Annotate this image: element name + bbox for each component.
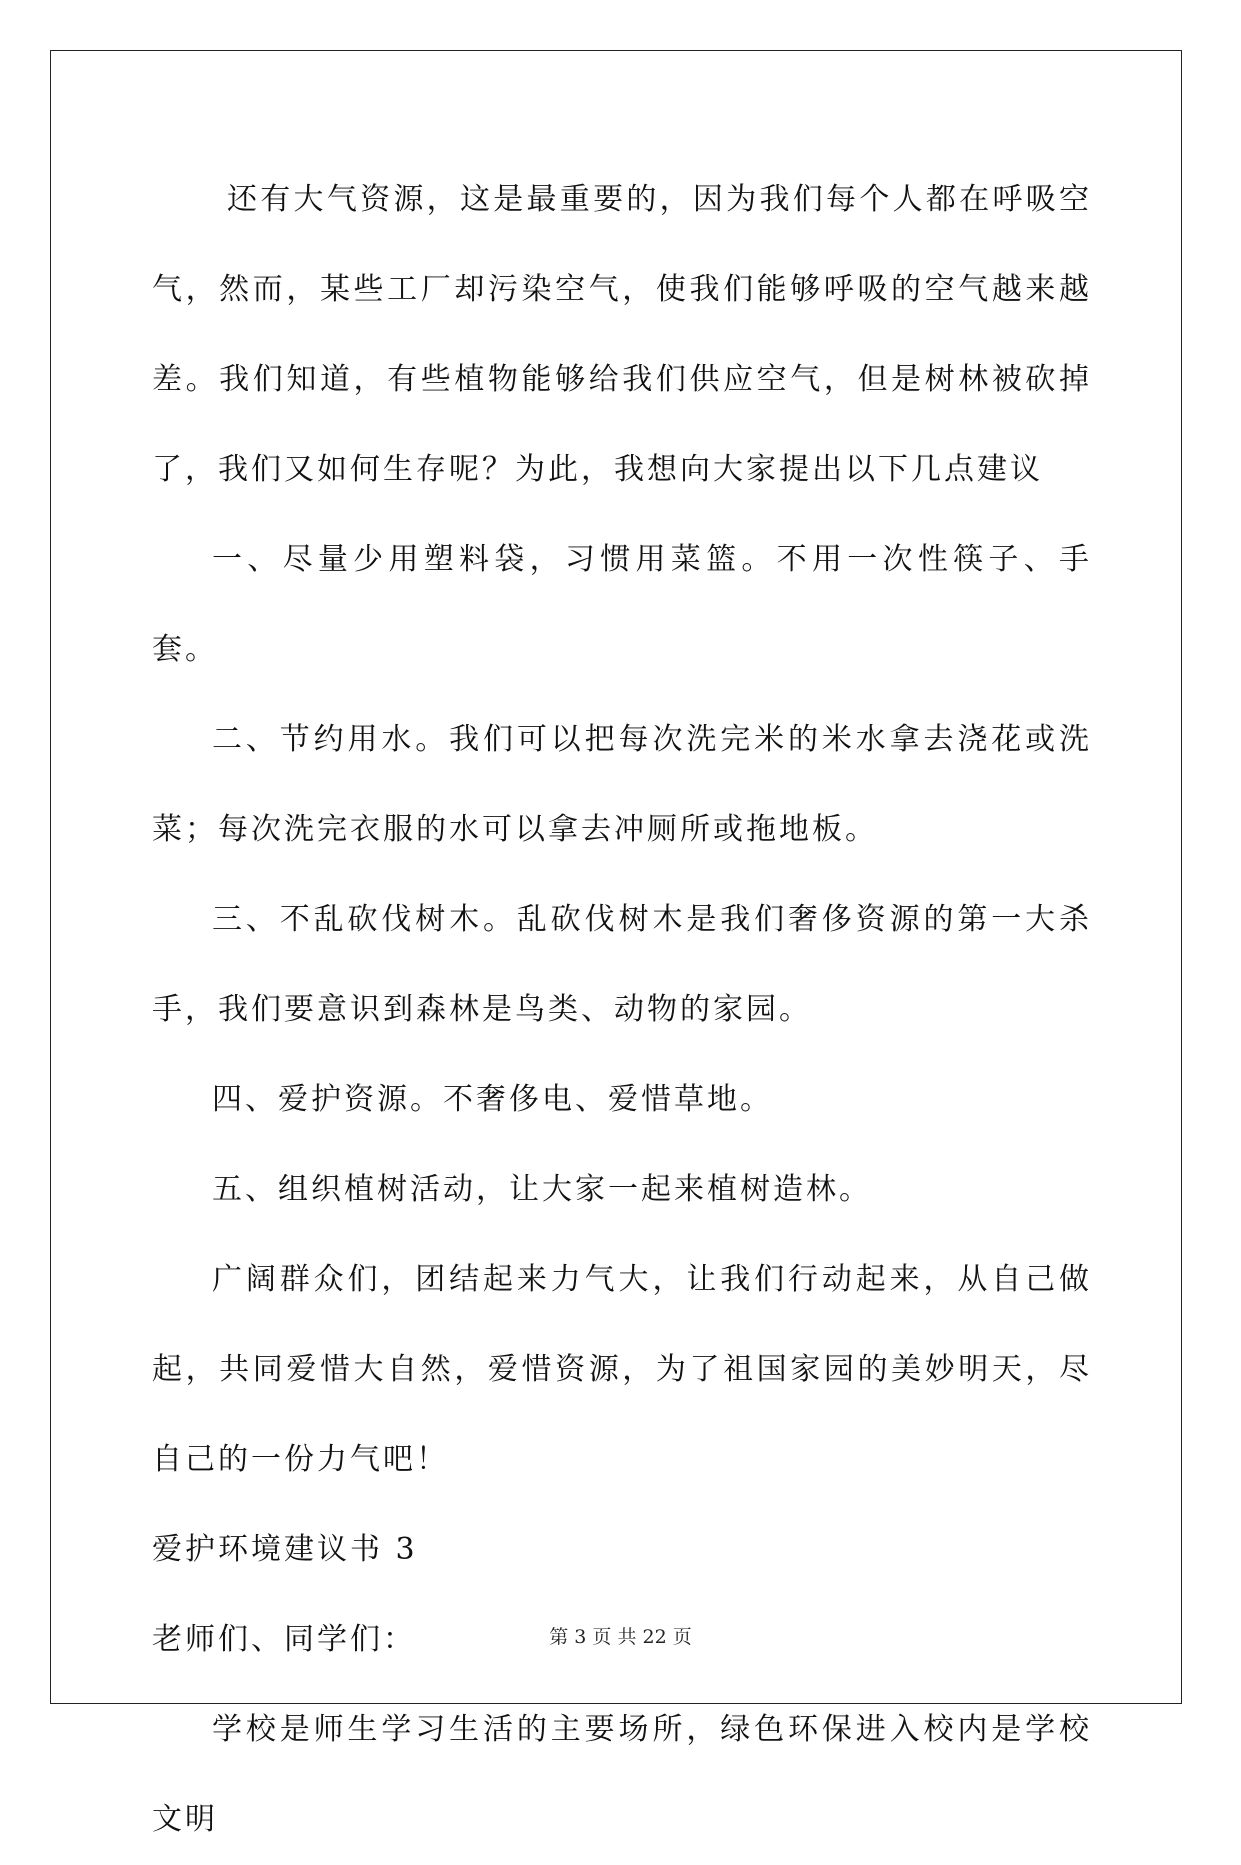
section-title: 爱护环境建议书 3 — [152, 1532, 418, 1567]
paragraph-suggestion-5: 五、组织植树活动，让大家一起来植树造林。 — [212, 1172, 872, 1207]
paragraph-suggestion-2: 二、节约用水。我们可以把每次洗完米的米水拿去浇花或洗菜；每次洗完衣服的水可以拿去冲厕所或拖地板。 — [152, 722, 1092, 847]
paragraph-school-intro: 学校是师生学习生活的主要场所，绿色环保进入校内是学校文明 — [152, 1712, 1092, 1837]
salutation: 老师们、同学们： — [152, 1622, 416, 1657]
paragraph-suggestion-3: 三、不乱砍伐树木。乱砍伐树木是我们奢侈资源的第一大杀手，我们要意识到森林是鸟类、动物的家园。 — [152, 902, 1092, 1027]
paragraph-call-to-action: 广阔群众们，团结起来力气大，让我们行动起来，从自己做起，共同爱惜大自然，爱惜资源，为了祖国家园的美妙明天，尽自己的一份力气吧！ — [152, 1262, 1092, 1477]
paragraph-suggestion-1: 一、尽量少用塑料袋，习惯用菜篮。不用一次性筷子、手套。 — [152, 542, 1092, 667]
paragraph-air-resources: 还有大气资源，这是最重要的，因为我们每个人都在呼吸空气，然而，某些工厂却污染空气，使我们能够呼吸的空气越来越差。我们知道，有些植物能够给我们供应空气，但是树林被砍掉了，我们又如何生存呢？为此，我想向大家提出以下几点建议 — [152, 182, 1092, 487]
page-number-footer: 第 3 页 共 22 页 — [549, 1626, 692, 1648]
paragraph-suggestion-4: 四、爱护资源。不奢侈电、爱惜草地。 — [212, 1082, 773, 1117]
document-body — [152, 155, 1092, 1865]
